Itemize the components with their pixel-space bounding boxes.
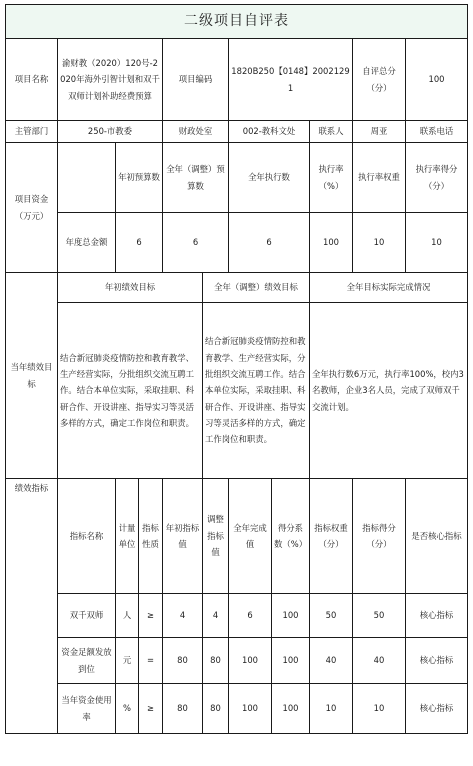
indicator-header: 指标权重（分） — [310, 479, 353, 594]
indicator-cell: 40 — [353, 638, 406, 684]
goals-adjusted-text: 结合新冠肺炎疫情防控和教育教学、生产经营实际，分批组织交流互聘工作。结合本单位实际，采取挂职、科研合作、开设讲座、指导实习等灵活多样的方式，确定工作岗位和职责。 — [203, 303, 310, 479]
indicator-cell: 双千双师 — [58, 594, 116, 638]
indicator-header: 全年完成值 — [229, 479, 272, 594]
funds-header: 执行率权重 — [353, 143, 406, 213]
indicator-header: 指标名称 — [58, 479, 116, 594]
indicator-cell: 50 — [310, 594, 353, 638]
project-name-value: 渝财教（2020）120号-2020年海外引智计划和双千双师计划补助经费预算 — [58, 39, 163, 121]
indicator-cell: 80 — [203, 684, 229, 734]
funds-value: 6 — [229, 213, 310, 273]
indicator-cell: = — [139, 638, 163, 684]
indicator-cell: 80 — [163, 684, 203, 734]
funds-row-label: 年度总金额 — [58, 213, 116, 273]
indicator-cell: 4 — [203, 594, 229, 638]
indicator-cell: 100 — [229, 638, 272, 684]
funds-blank-header — [58, 143, 116, 213]
indicator-header: 调整指标值 — [203, 479, 229, 594]
indicator-cell: 100 — [272, 684, 310, 734]
indicator-cell: 100 — [229, 684, 272, 734]
indicator-cell: 10 — [310, 684, 353, 734]
dept-label: 主管部门 — [6, 121, 58, 143]
indicator-cell: ≥ — [139, 684, 163, 734]
indicator-cell: 元 — [116, 638, 139, 684]
indicator-cell: 80 — [203, 638, 229, 684]
indicator-cell: 50 — [353, 594, 406, 638]
indicator-cell: % — [116, 684, 139, 734]
indicator-header: 指标性质 — [139, 479, 163, 594]
self-score-label: 自评总分（分） — [353, 39, 406, 121]
indicator-cell: 100 — [272, 638, 310, 684]
funds-value: 10 — [353, 213, 406, 273]
indicator-cell: 10 — [353, 684, 406, 734]
project-code-value: 1820B250【0148】20021291 — [229, 39, 353, 121]
dept-value: 250-市教委 — [58, 121, 163, 143]
office-value: 002-教科文处 — [229, 121, 310, 143]
goals-header-initial: 年初绩效目标 — [58, 273, 203, 303]
project-code-label: 项目编码 — [163, 39, 229, 121]
goals-header-adjusted: 全年（调整）绩效目标 — [203, 273, 310, 303]
funds-value: 10 — [406, 213, 468, 273]
indicator-cell: 人 — [116, 594, 139, 638]
indicator-header: 年初指标值 — [163, 479, 203, 594]
indicator-cell: 100 — [272, 594, 310, 638]
funds-header: 执行率（%） — [310, 143, 353, 213]
goals-header-actual: 全年目标实际完成情况 — [310, 273, 468, 303]
indicator-cell: 80 — [163, 638, 203, 684]
phone-label: 联系电话 — [406, 121, 468, 143]
goals-initial-text: 结合新冠肺炎疫情防控和教育教学、生产经营实际，分批组织交流互聘工作。结合本单位实际，采取挂职、科研合作、开设讲座、指导实习等灵活多样的方式，确定工作岗位和职责。 — [58, 303, 203, 479]
goals-section-label: 当年绩效目标 — [6, 273, 58, 479]
goals-actual-text: 全年执行数6万元，执行率100%，校内3名教师，企业3名人员，完成了双师双千交流计划。 — [310, 303, 468, 479]
office-label: 财政处室 — [163, 121, 229, 143]
self-score-value: 100 — [406, 39, 468, 121]
page-title: 二级项目自评表 — [6, 5, 468, 39]
evaluation-table — [5, 4, 468, 734]
indicator-cell: 当年资金使用率 — [58, 684, 116, 734]
funds-header: 全年（调整）预算数 — [163, 143, 229, 213]
indicators-section-label: 绩效指标 — [6, 479, 58, 734]
indicator-cell: 核心指标 — [406, 684, 468, 734]
indicator-cell: 核心指标 — [406, 638, 468, 684]
indicator-header: 指标得分（分） — [353, 479, 406, 594]
funds-header: 执行率得分（分） — [406, 143, 468, 213]
indicator-cell: ≥ — [139, 594, 163, 638]
funds-value: 6 — [116, 213, 163, 273]
contact-label: 联系人 — [310, 121, 353, 143]
project-name-label: 项目名称 — [6, 39, 58, 121]
indicator-cell: 资金足额发放到位 — [58, 638, 116, 684]
indicator-header: 得分系数（%） — [272, 479, 310, 594]
indicator-cell: 核心指标 — [406, 594, 468, 638]
indicator-cell: 4 — [163, 594, 203, 638]
indicator-header: 是否核心指标 — [406, 479, 468, 594]
funds-header: 年初预算数 — [116, 143, 163, 213]
indicator-cell: 40 — [310, 638, 353, 684]
indicator-header: 计量单位 — [116, 479, 139, 594]
contact-value: 周亚 — [353, 121, 406, 143]
funds-value: 6 — [163, 213, 229, 273]
funds-section-label: 项目资金（万元） — [6, 143, 58, 273]
funds-header: 全年执行数 — [229, 143, 310, 213]
indicator-cell: 6 — [229, 594, 272, 638]
funds-value: 100 — [310, 213, 353, 273]
